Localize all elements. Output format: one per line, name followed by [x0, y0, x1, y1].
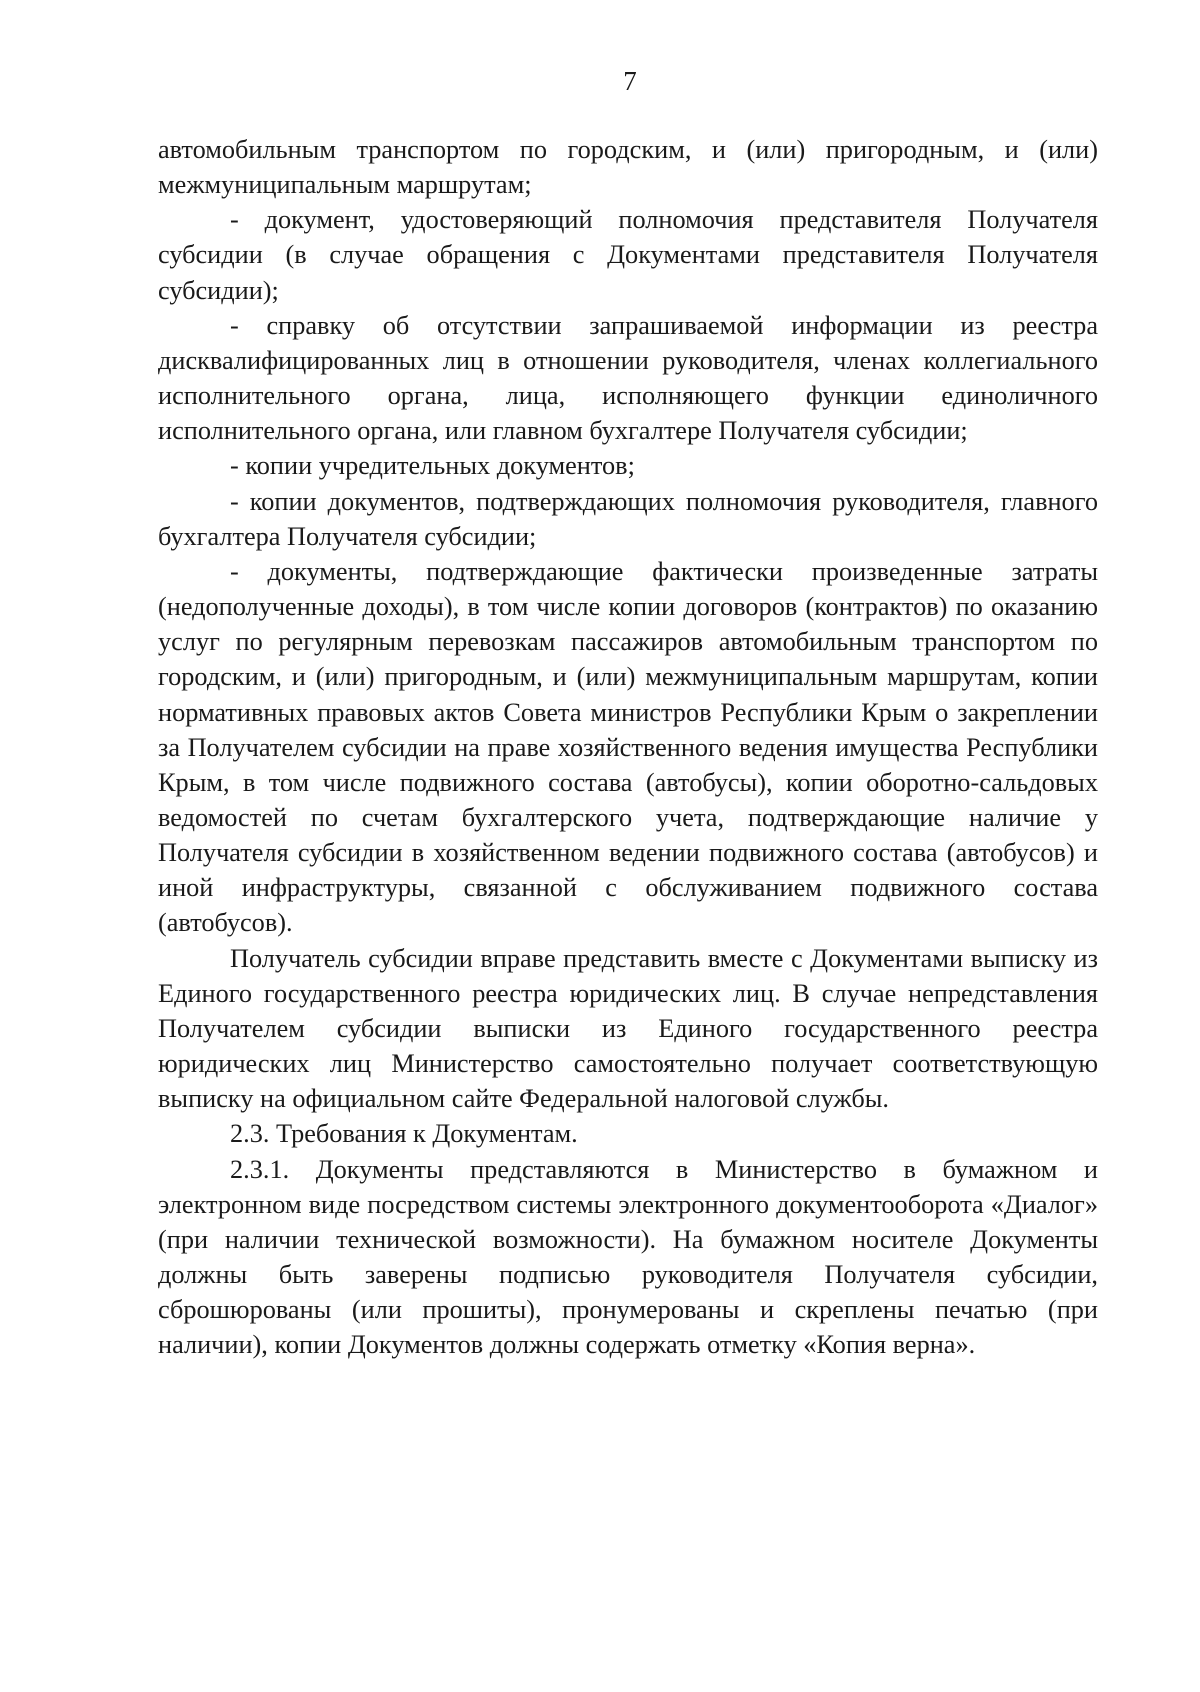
page-number: 7 [623, 66, 637, 96]
list-item-founding-documents: - копии учредительных документов; [230, 451, 635, 481]
list-item-expense-documents: - документы, подтверждающие фактически произведенные затраты (недополученные доходы), в том числе копии договоров (контрактов) по оказанию услуг по регулярным перевозкам пассажиров автомобильным транспортом по городским, и (или) пригородным, и (или) межмуниципальным маршрутам, копии нормативных правовых актов Совета министров Республики Крым о закреплении за Получателем субсидии на праве хозяйственного ведения имущества Республики Крым, в том числе подвижного состава (автобусы), копии оборотно-сальдовых ведомостей по счетам бухгалтерского учета, подтверждающие наличие у Получателя субсидии в хозяйственном ведении подвижного состава (автобусов) и иной инфраструктуры, связанной с обслуживанием подвижного состава (автобусов). [158, 556, 1098, 938]
paragraph-continuation: автомобильным транспортом по городским, и (или) пригородным, и (или) межмуниципальным маршрутам; [158, 135, 1098, 200]
list-item-authority-documents: - копии документов, подтверждающих полномочия руководителя, главного бухгалтера Получателя субсидии; [158, 486, 1098, 551]
document-body [158, 132, 1098, 1362]
list-item-representative-document: - документ, удостоверяющий полномочия представителя Получателя субсидии (в случае обращения с Документами представителя Получателя субсидии); [158, 205, 1098, 305]
paragraph-egrul-extract: Получатель субсидии вправе представить вместе с Документами выписку из Единого государственного реестра юридических лиц. В случае непредставления Получателем субсидии выписки из Единого государственного реестра юридических лиц Министерство самостоятельно получает соответствующую выписку на официальном сайте Федеральной налоговой службы. [158, 943, 1098, 1114]
section-heading-2-3: 2.3. Требования к Документам. [230, 1119, 578, 1149]
list-item-disqualified-persons-certificate: - справку об отсутствии запрашиваемой информации из реестра дисквалифицированных лиц в отношении руководителя, членах коллегиального исполнительного органа, лица, исполняющего функции единоличного исполнительного органа, или главном бухгалтере Получателя субсидии; [158, 310, 1098, 446]
paragraph-2-3-1: 2.3.1. Документы представляются в Министерство в бумажном и электронном виде посредством системы электронного документооборота «Диалог» (при наличии технической возможности). На бумажном носителе Документы должны быть заверены подписью руководителя Получателя субсидии, сброшюрованы (или прошиты), пронумерованы и скреплены печатью (при наличии), копии Документов должны содержать отметку «Копия верна». [158, 1154, 1098, 1360]
